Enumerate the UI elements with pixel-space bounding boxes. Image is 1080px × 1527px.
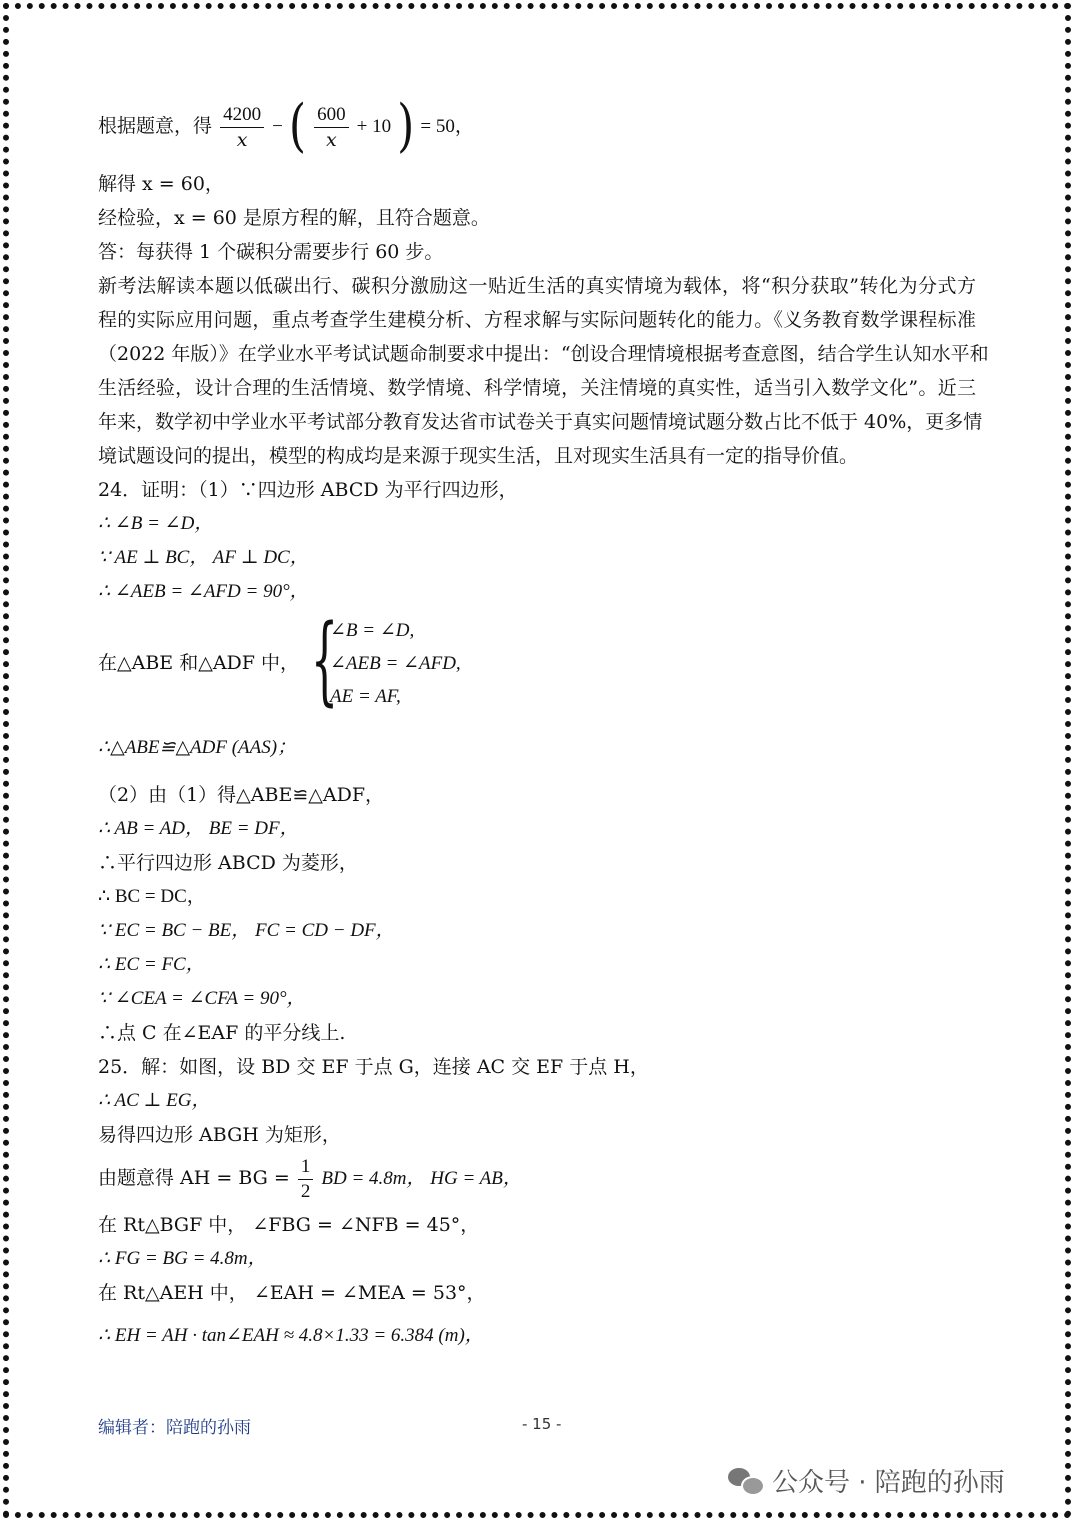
system-condition: AE = AF, bbox=[330, 686, 401, 707]
page-number: - 15 - bbox=[522, 1415, 562, 1433]
fraction-one-half bbox=[298, 1155, 314, 1204]
footer-editor: 编辑者：陪跑的孙雨 bbox=[98, 1418, 251, 1438]
right-paren: ) bbox=[397, 93, 415, 160]
proof-step: ∴ AB = AD， BE = DF， bbox=[98, 818, 299, 839]
proof-step: ∴ EC = FC， bbox=[98, 954, 205, 975]
triangle-compare-prefix: 在△ABE 和△ADF 中， bbox=[98, 652, 299, 674]
plus-term: + 10 bbox=[356, 116, 392, 137]
solution-step: ∴ EH = AH · tan∠EAH ≈ 4.8×1.33 = 6.384 (m)， bbox=[98, 1325, 484, 1346]
analysis-paragraph-line: 新考法解读本题以低碳出行、碳积分激励这一贴近生活的真实情境为载体，将“积分获取”转化为分式方 bbox=[98, 275, 976, 297]
solve-line: 解得 x = 60， bbox=[98, 173, 224, 195]
fraction-denominator: 2 bbox=[300, 1180, 311, 1202]
system-condition: ∠B = ∠D, bbox=[330, 620, 415, 641]
solution-step: 在 Rt△AEH 中， ∠EAH = ∠MEA = 53°， bbox=[98, 1282, 486, 1304]
check-line: 经检验，x = 60 是原方程的解，且符合题意。 bbox=[98, 207, 490, 229]
equation-result: = 50， bbox=[420, 116, 474, 137]
proof-step: ∴平行四边形 ABCD 为菱形， bbox=[98, 852, 358, 874]
fraction-600-x bbox=[314, 103, 349, 152]
wechat-icon bbox=[728, 1466, 764, 1496]
fraction-denominator: x bbox=[325, 128, 337, 151]
equation-prefix: 根据题意，得 bbox=[98, 115, 213, 137]
analysis-paragraph-line: 境试题设问的提出，模型的构成均是来源于现实生活，且对现实生活具有一定的指导价值。 bbox=[98, 445, 859, 467]
analysis-paragraph-line: 程的实际应用问题，重点考查学生建模分析、方程求解与实际问题转化的能力。《义务教育数学课程标准 bbox=[98, 309, 976, 331]
fraction-numerator: 600 bbox=[314, 103, 349, 128]
proof-step: ∵ AE ⊥ BC， AF ⊥ DC， bbox=[98, 547, 309, 568]
fraction-denominator: x bbox=[236, 128, 248, 151]
fraction-4200-x bbox=[220, 103, 264, 152]
system-brace: { bbox=[310, 604, 339, 716]
step-suffix: BD = 4.8m， HG = AB， bbox=[321, 1168, 522, 1189]
proof-step: ∵ EC = BC − BE， FC = CD − DF， bbox=[98, 920, 395, 941]
answer-line: 答：每获得 1 个碳积分需要步行 60 步。 bbox=[98, 241, 444, 263]
solution-step-half bbox=[98, 1152, 522, 1205]
solution-step: 在 Rt△BGF 中， ∠FBG = ∠NFB = 45°， bbox=[98, 1214, 480, 1236]
question-24-heading: 24．证明：（1）∵四边形 ABCD 为平行四边形， bbox=[98, 479, 518, 501]
proof-step: ∴ BC = DC， bbox=[98, 886, 206, 907]
equation-line bbox=[98, 93, 474, 160]
watermark-text: 公众号 · 陪跑的孙雨 bbox=[772, 1468, 1005, 1498]
part-2-heading: （2）由（1）得△ABE≌△ADF， bbox=[98, 784, 385, 806]
wechat-watermark bbox=[728, 1462, 1005, 1499]
question-25-heading: 25．解：如图，设 BD 交 EF 于点 G，连接 AC 交 EF 于点 H， bbox=[98, 1056, 649, 1078]
proof-step: ∴ ∠AEB = ∠AFD = 90°， bbox=[98, 581, 309, 602]
solution-step: ∴ FG = BG = 4.8m， bbox=[98, 1248, 267, 1269]
analysis-paragraph-line: （2022 年版）》在学业水平考试试题命制要求中提出：“创设合理情境根据考查意图，结合学生认知水平和 bbox=[98, 343, 989, 365]
analysis-paragraph-line: 年来，数学初中学业水平考试部分教育发达省市试卷关于真实问题情境试题分数占比不低于 40%，更多情 bbox=[98, 411, 983, 433]
system-condition: ∠AEB = ∠AFD, bbox=[330, 653, 461, 674]
analysis-paragraph-line: 生活经验，设计合理的生活情境、数学情境、科学情境，关注情境的真实性，适当引入数学文化”。近三 bbox=[98, 377, 976, 399]
minus-sign: − bbox=[272, 116, 283, 137]
proof-step: ∴ ∠B = ∠D， bbox=[98, 513, 214, 534]
congruence-conclusion: ∴△ABE≌△ADF (AAS)； bbox=[98, 737, 297, 758]
fraction-numerator: 1 bbox=[298, 1155, 314, 1180]
left-paren: ( bbox=[288, 93, 307, 160]
solution-step: 易得四边形 ABGH 为矩形， bbox=[98, 1124, 341, 1146]
solution-step: ∴ AC ⊥ EG， bbox=[98, 1090, 211, 1111]
step-prefix: 由题意得 AH = BG = bbox=[98, 1167, 290, 1189]
fraction-numerator: 4200 bbox=[220, 103, 264, 128]
proof-step: ∵ ∠CEA = ∠CFA = 90°， bbox=[98, 988, 306, 1009]
proof-conclusion: ∴点 C 在∠EAF 的平分线上. bbox=[98, 1022, 346, 1044]
